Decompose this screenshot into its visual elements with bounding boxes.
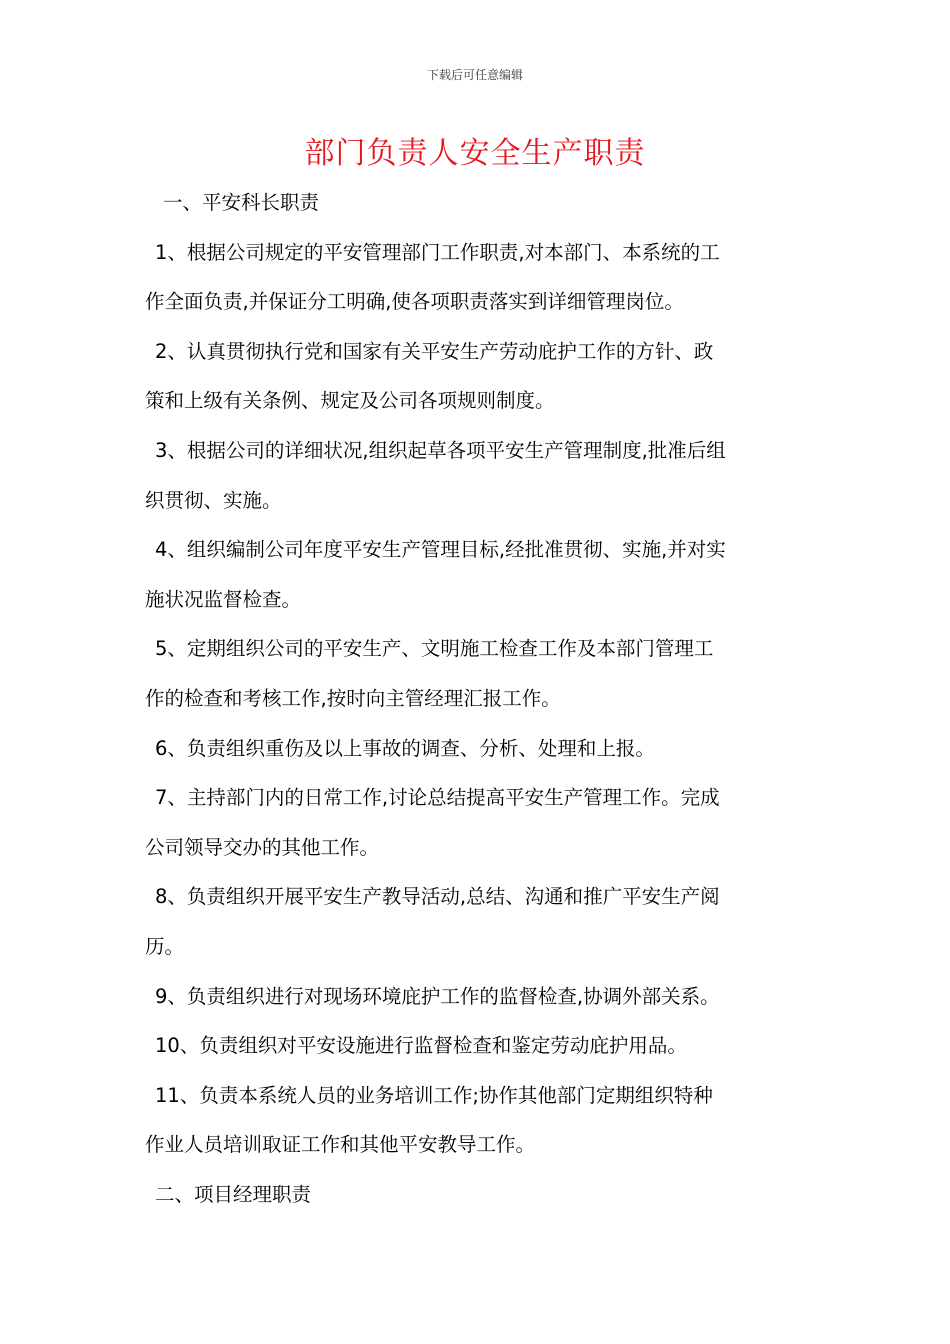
item-2-line-1: 2、认真贯彻执行党和国家有关平安生产劳动庇护工作的方针、政 xyxy=(155,339,714,363)
item-8-line-2: 历。 xyxy=(145,934,185,958)
item-7-line-2: 公司领导交办的其他工作。 xyxy=(145,835,380,859)
item-5-line-1: 5、定期组织公司的平安生产、文明施工检查工作及本部门管理工 xyxy=(155,637,714,661)
item-11-line-2: 作业人员培训取证工作和其他平安教导工作。 xyxy=(145,1133,536,1157)
item-1-line-2: 作全面负责,并保证分工明确,使各项职责落实到详细管理岗位。 xyxy=(145,290,684,314)
page-header: 下载后可任意编辑 xyxy=(426,68,523,82)
section-heading-2: 二、项目经理职责 xyxy=(155,1182,312,1206)
item-10-line-1: 10、负责组织对平安设施进行监督检查和鉴定劳动庇护用品。 xyxy=(155,1034,687,1058)
item-7-line-1: 7、主持部门内的日常工作,讨论总结提高平安生产管理工作。完成 xyxy=(155,786,720,810)
item-6-line-1: 6、负责组织重伤及以上事故的调查、分析、处理和上报。 xyxy=(155,736,655,760)
item-4-line-2: 施状况监督检查。 xyxy=(145,587,302,611)
item-3-line-1: 3、根据公司的详细状况,组织起草各项平安生产管理制度,批准后组 xyxy=(155,438,726,462)
item-8-line-1: 8、负责组织开展平安生产教导活动,总结、沟通和推广平安生产阅 xyxy=(155,885,720,909)
item-5-line-2: 作的检查和考核工作,按时向主管经理汇报工作。 xyxy=(145,686,561,710)
item-3-line-2: 织贯彻、实施。 xyxy=(145,488,282,512)
item-4-line-1: 4、组织编制公司年度平安生产管理目标,经批准贯彻、实施,并对实 xyxy=(155,538,726,562)
item-9-line-1: 9、负责组织进行对现场环境庇护工作的监督检查,协调外部关系。 xyxy=(155,984,720,1008)
document-body xyxy=(145,178,810,1219)
item-1-line-1: 1、根据公司规定的平安管理部门工作职责,对本部门、本系统的工 xyxy=(155,240,720,264)
item-11-line-1: 11、负责本系统人员的业务培训工作;协作其他部门定期组织特种 xyxy=(155,1083,713,1107)
item-2-line-2: 策和上级有关条例、规定及公司各项规则制度。 xyxy=(145,389,555,413)
section-heading-1: 一、平安科长职责 xyxy=(163,191,320,214)
document-title: 部门负责人安全生产职责 xyxy=(304,136,646,171)
